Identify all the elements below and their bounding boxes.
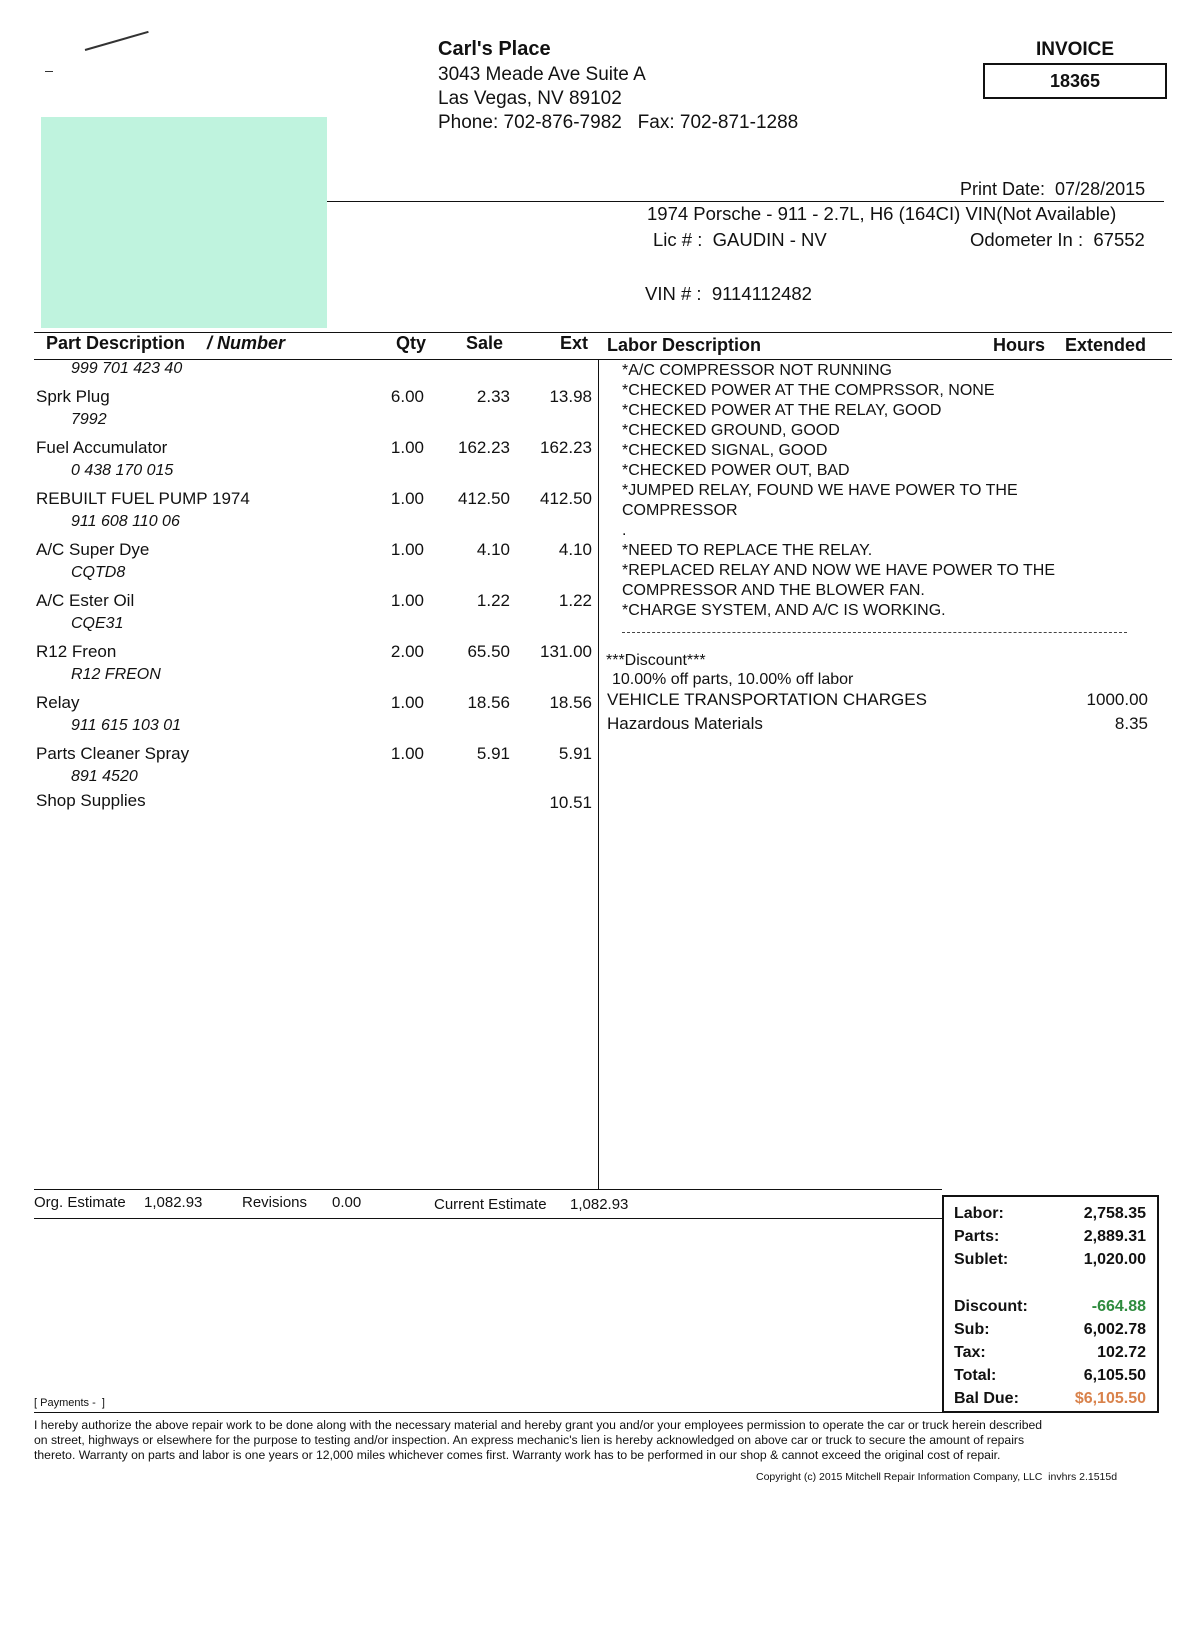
part-description: Sprk Plug	[36, 387, 110, 406]
parts-header-ext: Ext	[560, 333, 589, 353]
part-sale: 1.22	[476, 591, 510, 610]
payments-label: [ Payments - ]	[34, 1397, 105, 1409]
org-estimate-value: 1,082.93	[144, 1194, 203, 1211]
labor-item-description: Hazardous Materials	[607, 714, 763, 733]
total-value: 102.72	[1097, 1344, 1146, 1361]
part-sale: 162.23	[458, 438, 510, 457]
table-top-rule	[34, 332, 1172, 333]
part-description: Shop Supplies	[36, 791, 146, 810]
labor-line: *CHECKED GROUND, GOOD	[622, 422, 840, 439]
part-number: 0 438 170 015	[71, 462, 174, 479]
part-ext: 412.50	[540, 489, 592, 508]
shop-address-2: Las Vegas, NV 89102	[438, 88, 622, 109]
part-qty: 1.00	[390, 540, 424, 559]
pen-mark-small	[45, 71, 53, 72]
discount-detail: 10.00% off parts, 10.00% off labor	[612, 671, 854, 688]
revisions-label: Revisions	[242, 1194, 308, 1211]
shop-address-1: 3043 Meade Ave Suite A	[438, 64, 646, 85]
total-label: Bal Due:	[954, 1390, 1019, 1407]
labor-line: .	[622, 522, 627, 539]
part-description: A/C Super Dye	[36, 540, 150, 559]
revisions-value: 0.00	[332, 1194, 362, 1211]
column-divider	[598, 359, 599, 1189]
part-description: A/C Ester Oil	[36, 591, 135, 610]
part-ext: 5.91	[558, 744, 592, 763]
legal-line: thereto. Warranty on parts and labor is one years or 12,000 miles whichever comes first. Warranty work has to be performed in our shop & cannot exceed the original cost of repair.	[34, 1448, 1001, 1462]
labor-item-extended: 8.35	[1114, 714, 1148, 733]
legal-line: I hereby authorize the above repair work to be done along with the necessary material and hereby grant you and/or your employees permission to operate the car or truck herein described	[34, 1418, 1043, 1432]
part-sale: 412.50	[458, 489, 510, 508]
part-qty: 1.00	[390, 489, 424, 508]
part-number: CQE31	[71, 615, 124, 632]
shop-name: Carl's Place	[438, 38, 551, 60]
part-sale: 65.50	[467, 642, 510, 661]
table-header-rule	[34, 359, 1172, 360]
current-estimate-value: 1,082.93	[570, 1196, 629, 1213]
part-number: 911 608 110 06	[71, 513, 180, 530]
part-qty: 1.00	[390, 744, 424, 763]
part-number: 911 615 103 01	[71, 717, 182, 734]
current-estimate-label: Current Estimate	[434, 1196, 547, 1213]
labor-line: *CHECKED POWER AT THE RELAY, GOOD	[622, 402, 942, 419]
labor-line: *REPLACED RELAY AND NOW WE HAVE POWER TO THE	[622, 562, 1055, 579]
part-description: REBUILT FUEL PUMP 1974	[36, 489, 250, 508]
total-value: 1,020.00	[1083, 1251, 1146, 1268]
labor-line: COMPRESSOR	[622, 502, 738, 519]
labor-header-description: Labor Description	[607, 335, 762, 355]
labor-header-extended: Extended	[1065, 335, 1147, 355]
totals-box	[942, 1195, 1159, 1413]
total-label: Labor:	[954, 1205, 1004, 1222]
part-number: R12 FREON	[71, 666, 161, 683]
part-qty: 2.00	[390, 642, 424, 661]
total-value: 6,105.50	[1083, 1367, 1146, 1384]
labor-line: *JUMPED RELAY, FOUND WE HAVE POWER TO THE	[622, 482, 1018, 499]
footer-rule	[34, 1412, 1159, 1413]
parts-header-number: / Number	[207, 333, 286, 353]
labor-item-description: VEHICLE TRANSPORTATION CHARGES	[607, 690, 927, 709]
part-ext: 131.00	[540, 642, 592, 661]
invoice-label: INVOICE	[1035, 39, 1115, 60]
part-number: CQTD8	[71, 564, 126, 581]
total-label: Discount:	[954, 1298, 1028, 1315]
part-ext: 13.98	[549, 387, 592, 406]
total-label: Sublet:	[954, 1251, 1009, 1268]
part-ext: 10.51	[549, 793, 592, 812]
part-qty: 1.00	[390, 438, 424, 457]
redaction-sticky-note	[41, 117, 327, 328]
part-ext: 4.10	[558, 540, 592, 559]
total-label: Tax:	[954, 1344, 986, 1361]
labor-line: *CHECKED POWER OUT, BAD	[622, 462, 850, 479]
parts-header-qty: Qty	[396, 333, 427, 353]
vehicle-description: 1974 Porsche - 911 - 2.7L, H6 (164CI) VIN(Not Available)	[647, 203, 1117, 224]
print-date: Print Date: 07/28/2015	[960, 179, 1146, 199]
labor-line: *CHECKED SIGNAL, GOOD	[622, 442, 828, 459]
parts-header-sale: Sale	[466, 333, 504, 353]
labor-line: *CHECKED POWER AT THE COMPRSSOR, NONE	[622, 382, 995, 399]
shop-phone: Phone: 702-876-7982 Fax: 702-871-1288	[438, 112, 799, 133]
part-description: Parts Cleaner Spray	[36, 744, 190, 763]
header-rule	[327, 201, 1164, 202]
part-sale: 2.33	[476, 387, 510, 406]
discount-title: ***Discount***	[606, 652, 706, 669]
part-description: R12 Freon	[36, 642, 117, 661]
part-sale: 4.10	[476, 540, 510, 559]
invoice-number: 18365	[983, 63, 1167, 99]
estimate-bottom-rule	[34, 1218, 942, 1219]
license-plate: Lic # : GAUDIN - NV	[653, 229, 827, 250]
part-sale: 18.56	[467, 693, 510, 712]
labor-separator	[622, 632, 1127, 633]
total-value: 2,889.31	[1083, 1228, 1146, 1245]
part-description: Fuel Accumulator	[36, 438, 168, 457]
part-number: 7992	[71, 411, 107, 428]
odometer: Odometer In : 67552	[970, 229, 1145, 250]
total-value: 2,758.35	[1083, 1205, 1146, 1222]
part-ext: 162.23	[540, 438, 592, 457]
total-value: 6,002.78	[1083, 1321, 1146, 1338]
balance-due: $6,105.50	[1074, 1390, 1146, 1407]
pen-mark	[85, 31, 149, 51]
part-number: 891 4520	[71, 768, 138, 785]
discount-total: -664.88	[1091, 1298, 1146, 1315]
part-qty: 1.00	[390, 591, 424, 610]
labor-line: COMPRESSOR AND THE BLOWER FAN.	[622, 582, 925, 599]
total-label: Total:	[954, 1367, 997, 1384]
part-description: Relay	[36, 693, 80, 712]
parts-header-description: Part Description	[46, 333, 186, 353]
estimate-top-rule	[34, 1189, 942, 1190]
total-label: Parts:	[954, 1228, 1000, 1245]
labor-line: *A/C COMPRESSOR NOT RUNNING	[622, 362, 892, 379]
org-estimate-label: Org. Estimate	[34, 1194, 126, 1211]
part-ext: 18.56	[549, 693, 592, 712]
total-label: Sub:	[954, 1321, 990, 1338]
labor-header-hours: Hours	[993, 335, 1046, 355]
vin: VIN # : 9114112482	[645, 283, 812, 304]
part-number: 999 701 423 40	[71, 360, 183, 377]
authorization-text	[34, 1418, 1164, 1463]
part-ext: 1.22	[558, 591, 592, 610]
legal-line: on street, highways or elsewhere for the purpose to testing and/or inspection. An express mechanic's lien is hereby acknowledged on above car or truck to secure the amount of repairs	[34, 1433, 1025, 1447]
part-sale: 5.91	[476, 744, 510, 763]
labor-line: *NEED TO REPLACE THE RELAY.	[622, 542, 873, 559]
labor-item-extended: 1000.00	[1086, 690, 1148, 709]
copyright: Copyright (c) 2015 Mitchell Repair Information Company, LLC invhrs 2.1515d	[756, 1471, 1118, 1483]
labor-line: *CHARGE SYSTEM, AND A/C IS WORKING.	[622, 602, 946, 619]
part-qty: 6.00	[390, 387, 424, 406]
part-qty: 1.00	[390, 693, 424, 712]
